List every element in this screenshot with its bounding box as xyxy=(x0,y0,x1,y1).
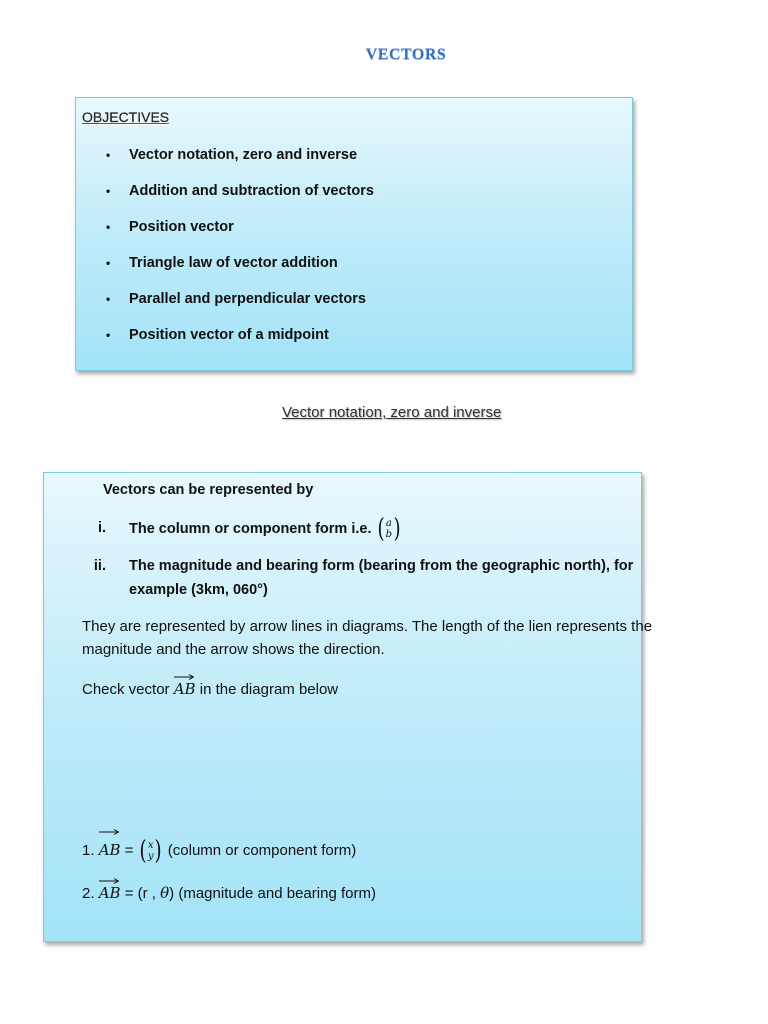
objective-text: Addition and subtraction of vectors xyxy=(129,183,374,199)
objectives-heading: OBJECTIVES xyxy=(82,109,170,125)
form-bearing-line2: example (3km, 060°) xyxy=(129,582,268,598)
bullet-icon: • xyxy=(106,256,111,270)
column-vector: ( a b ) xyxy=(377,514,401,545)
check-prefix: Check vector xyxy=(82,681,174,698)
over-arrow-icon xyxy=(99,829,119,835)
bullet-icon: • xyxy=(106,292,111,306)
vec-top: a xyxy=(385,518,392,530)
bullet-icon: • xyxy=(106,184,111,198)
objective-text: Vector notation, zero and inverse xyxy=(129,147,358,163)
vector-ab: AB xyxy=(174,680,196,698)
check-suffix: in the diagram below xyxy=(195,681,339,698)
objectives-box xyxy=(75,97,633,371)
form-numeral: i. xyxy=(97,520,106,536)
objective-text: Position vector of a midpoint xyxy=(129,327,329,343)
form-column-label: The column or component form i.e. xyxy=(129,521,376,537)
bullet-icon: • xyxy=(106,148,111,162)
bullet-icon: • xyxy=(106,220,111,234)
objective-text: Parallel and perpendicular vectors xyxy=(129,291,366,307)
over-arrow-icon xyxy=(99,878,119,884)
bullet-icon: • xyxy=(106,328,111,342)
over-arrow-icon xyxy=(174,674,194,680)
objective-text: Position vector xyxy=(129,219,234,235)
form-bearing-line1: The magnitude and bearing form (bearing from the geographic north), for xyxy=(129,558,634,574)
objective-text: Triangle law of vector addition xyxy=(129,255,338,271)
section-title: Vector notation, zero and inverse xyxy=(282,404,502,421)
theta-symbol: θ xyxy=(160,884,170,902)
paragraph-line2: magnitude and the arrow shows the direction. xyxy=(82,641,385,658)
page-title: VECTORS xyxy=(365,46,447,63)
vec-bottom: b xyxy=(385,529,393,541)
vector-ab: AB xyxy=(99,884,121,902)
equation-bearing: 2. AB = (r , θ) (magnitude and bearing form) xyxy=(82,884,376,902)
paragraph-line1: They are represented by arrow lines in diagrams. The length of the lien represents the xyxy=(82,618,653,635)
equation-column: 1. AB = ( x y ) (column or component form) xyxy=(82,835,356,866)
notation-box xyxy=(43,472,653,942)
intro-text: Vectors can be represented by xyxy=(103,482,314,498)
vector-ab: AB xyxy=(99,835,121,865)
form-numeral: ii. xyxy=(93,558,106,574)
check-vector-line xyxy=(82,680,338,698)
column-vector: ( x y ) xyxy=(139,836,163,867)
form-column-text xyxy=(129,515,402,543)
